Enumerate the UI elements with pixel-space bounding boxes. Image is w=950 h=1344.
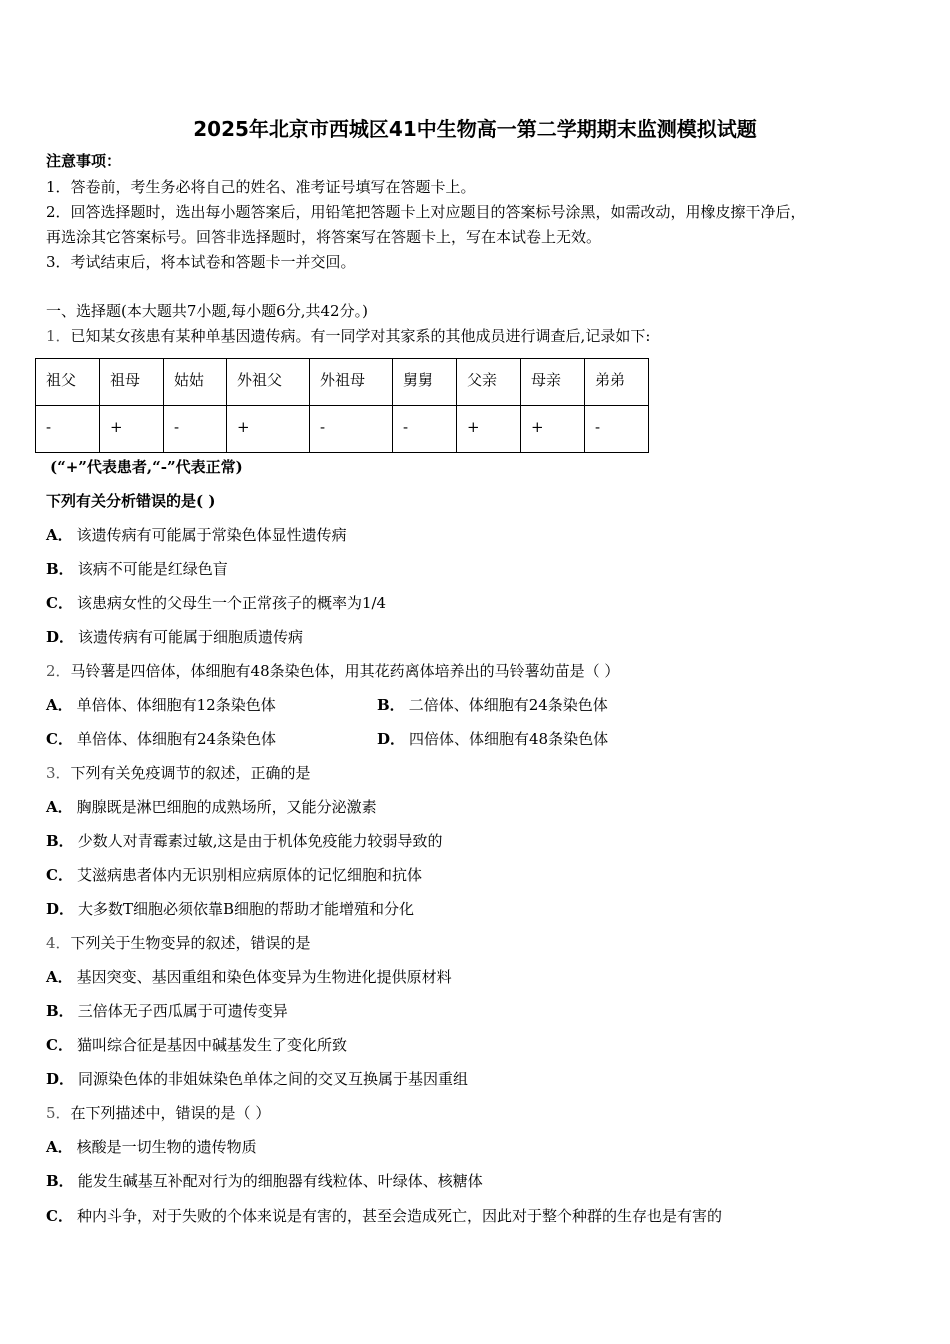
notice-heading: 注意事项： [46,152,122,170]
option-text: 单倍体、体细胞有24条染色体 [76,730,277,748]
table-header-cell: 外祖父 [227,359,310,406]
option-text: 大多数T细胞必须依靠B细胞的帮助才能增殖和分化 [78,900,415,918]
option-a [46,1137,257,1157]
question-number: 1． [46,327,71,345]
option-text: 三倍体无子西瓜属于可遗传变异 [77,1002,288,1020]
option-letter: A． [46,696,73,714]
option-letter: C． [46,1207,73,1225]
option-letter: D． [46,628,75,646]
option-c [46,1206,722,1226]
option-a [46,525,347,545]
option-c [46,1035,347,1055]
option-text: 种内斗争，对于失败的个体来说是有害的，甚至会造成死亡，因此对于整个种群的生存也是有害的 [76,1207,722,1225]
option-b [377,695,608,715]
page-title: 2025年北京市西城区41中生物高一第二学期期末监测模拟试题 [193,117,757,141]
option-letter: B． [46,560,74,578]
section-heading: 一、选择题(本大题共7小题,每小题6分,共42分。) [46,302,368,320]
option-text: 该遗传病有可能属于常染色体显性遗传病 [76,526,347,544]
option-letter: D． [46,900,75,918]
option-d [46,1069,468,1089]
table-cell: + [457,406,521,453]
table-cell: - [164,406,227,453]
option-text: 猫叫综合征是基因中碱基发生了变化所致 [76,1036,347,1054]
table-cell: + [227,406,310,453]
option-letter: B． [46,832,74,850]
option-text: 少数人对青霉素过敏,这是由于机体免疫能力较弱导致的 [77,832,443,850]
table-row [36,406,649,453]
option-text: 四倍体、体细胞有48条染色体 [409,730,609,748]
option-a [46,797,377,817]
option-text: 能发生碱基互补配对行为的细胞器有线粒体、叶绿体、核糖体 [77,1172,483,1190]
table-header-cell: 外祖母 [310,359,393,406]
table-header-cell: 舅舅 [393,359,457,406]
option-text: 同源染色体的非姐妹染色单体之间的交叉互换属于基因重组 [78,1070,469,1088]
question-ask: 下列有关分析错误的是( ) [46,492,216,510]
question-stem: 在下列描述中，错误的是（ ） [70,1104,271,1122]
option-d [377,729,608,749]
option-text: 单倍体、体细胞有12条染色体 [76,696,276,714]
table-cell: + [521,406,585,453]
table-header-cell: 母亲 [521,359,585,406]
option-letter: A． [46,798,73,816]
question-2 [46,661,619,681]
option-letter: C． [46,866,73,884]
notice-item: 再选涂其它答案标号。回答非选择题时，将答案写在答题卡上，写在本试卷上无效。 [46,228,602,246]
notice-item: 1．答卷前，考生务必将自己的姓名、准考证号填写在答题卡上。 [46,178,476,196]
option-d [46,627,303,647]
option-text: 二倍体、体细胞有24条染色体 [408,696,608,714]
option-c [46,593,386,613]
option-a [46,967,452,987]
option-b [46,559,228,579]
option-letter: C． [46,1036,73,1054]
question-number: 3． [46,764,71,782]
table-header-cell: 祖父 [36,359,100,406]
question-stem: 下列关于生物变异的叙述，错误的是 [70,934,311,952]
notice-item: 2．回答选择题时，选出每小题答案后，用铅笔把答题卡上对应题目的答案标号涂黑，如需改动，用橡皮擦干净后， [46,203,806,221]
option-letter: B． [46,1172,74,1190]
table-cell: - [393,406,457,453]
table-cell: + [100,406,164,453]
option-c [46,865,422,885]
option-text: 胸腺既是淋巴细胞的成熟场所，又能分泌激素 [76,798,377,816]
table-cell: - [585,406,649,453]
option-text: 基因突变、基因重组和染色体变异为生物进化提供原材料 [76,968,452,986]
table-header-cell: 弟弟 [585,359,649,406]
question-stem: 已知某女孩患有某种单基因遗传病。有一同学对其家系的其他成员进行调查后,记录如下: [70,327,651,345]
family-survey-table [35,358,649,453]
option-b [46,1001,288,1021]
option-c [46,729,276,749]
option-letter: A． [46,526,73,544]
option-text: 该病不可能是红绿色盲 [77,560,228,578]
table-header-cell: 姑姑 [164,359,227,406]
table-header-cell: 父亲 [457,359,521,406]
question-number: 5． [46,1104,71,1122]
question-1 [46,326,650,346]
option-text: 艾滋病患者体内无识别相应病原体的记忆细胞和抗体 [76,866,422,884]
question-number: 4． [46,934,71,952]
option-letter: C． [46,594,73,612]
option-letter: B． [377,696,405,714]
option-letter: B． [46,1002,74,1020]
question-3 [46,763,311,783]
option-letter: A． [46,968,73,986]
option-letter: A． [46,1138,73,1156]
table-header-row [36,359,649,406]
option-text: 该遗传病有可能属于细胞质遗传病 [78,628,304,646]
option-a [46,695,276,715]
question-number: 2． [46,662,71,680]
question-5 [46,1103,270,1123]
question-4 [46,933,311,953]
option-letter: D． [46,1070,75,1088]
table-cell: - [36,406,100,453]
option-b [46,831,442,851]
option-text: 该患病女性的父母生一个正常孩子的概率为1/4 [76,594,387,612]
option-letter: D． [377,730,406,748]
question-stem: 下列有关免疫调节的叙述，正确的是 [70,764,311,782]
option-text: 核酸是一切生物的遗传物质 [76,1138,257,1156]
notice-item: 3．考试结束后，将本试卷和答题卡一并交回。 [46,253,356,271]
table-note: (“+”代表患者,“-”代表正常) [50,458,243,476]
question-stem: 马铃薯是四倍体，体细胞有48条染色体，用其花药离体培养出的马铃薯幼苗是（ ） [70,662,620,680]
table-header-cell: 祖母 [100,359,164,406]
table-cell: - [310,406,393,453]
option-letter: C． [46,730,73,748]
option-b [46,1171,483,1191]
option-d [46,899,414,919]
